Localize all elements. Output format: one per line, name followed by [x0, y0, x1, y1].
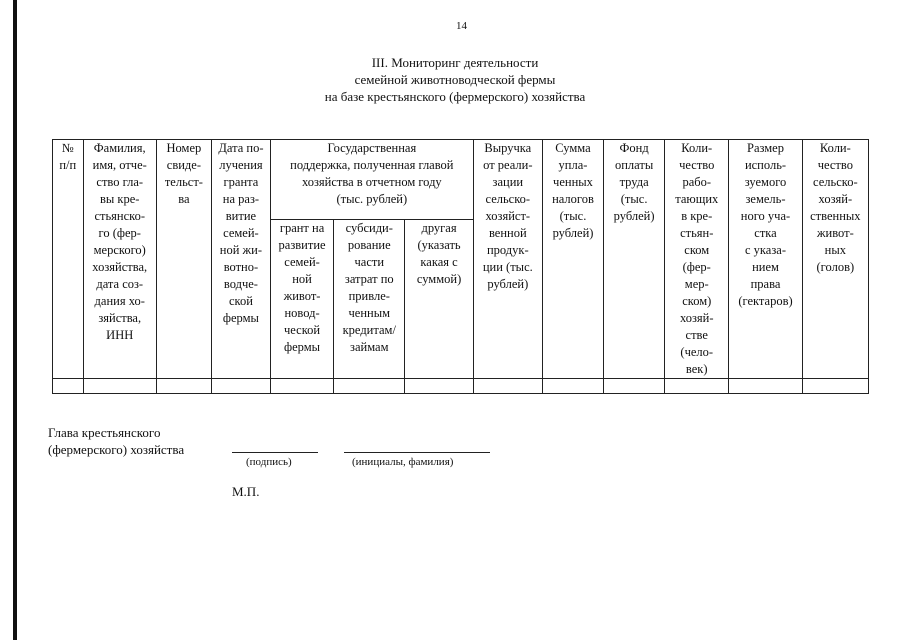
table-cell[interactable] [270, 379, 333, 394]
title-line-1: III. Мониторинг деятельности [371, 55, 539, 70]
page-edge-bar [13, 0, 17, 640]
page-title [260, 54, 650, 105]
table-cell[interactable] [729, 379, 802, 394]
table-cell[interactable] [334, 379, 405, 394]
table-cell[interactable] [473, 379, 542, 394]
header-grant-date: Дата по- лучения гранта на раз- витие семей- ной жи- вотно- водче- ской фермы [211, 140, 270, 379]
name-caption: (инициалы, фамилия) [352, 456, 454, 468]
header-animals: Коли- чество сельско- хозяй- ственных живот- ных (голов) [802, 140, 868, 379]
signature-label [48, 424, 184, 458]
signature-label-line-1: Глава крестьянского [48, 425, 161, 440]
table-row [53, 379, 869, 394]
table-cell[interactable] [211, 379, 270, 394]
header-state-support: Государственная поддержка, полученная главой хозяйства в отчетном году (тыс. рублей) [270, 140, 473, 220]
header-wage-fund: Фонд оплаты труда (тыс. рублей) [604, 140, 665, 379]
header-row-main [53, 140, 869, 220]
header-certificate: Номер свиде- тельст- ва [156, 140, 211, 379]
header-sub-other: другая (указать какая с суммой) [405, 220, 473, 379]
stamp-place: М.П. [232, 484, 260, 499]
header-sub-grant: грант на развитие семей- ной живот- новод- ческой фермы [270, 220, 333, 379]
header-sub-subsidy: субсиди- рование части затрат по привле- ченным кредитам/ займам [334, 220, 405, 379]
table-cell[interactable] [802, 379, 868, 394]
header-revenue: Выручка от реали- зации сельско- хозяйст- венной продук- ции (тыс. рублей) [473, 140, 542, 379]
table-cell[interactable] [405, 379, 473, 394]
table-cell[interactable] [53, 379, 84, 394]
header-taxes: Сумма упла- ченных налогов (тыс. рублей) [542, 140, 603, 379]
signature-caption: (подпись) [246, 456, 292, 468]
signature-line[interactable] [232, 452, 318, 453]
table-cell[interactable] [542, 379, 603, 394]
table-cell[interactable] [665, 379, 729, 394]
title-line-2: семейной животноводческой фермы [354, 72, 556, 87]
title-line-3: на базе крестьянского (фермерского) хозяйства [324, 89, 586, 104]
header-land-size: Размер исполь- зуемого земель- ного уча- стка с указа- нием права (гектаров) [729, 140, 802, 379]
header-num: № п/п [53, 140, 84, 379]
header-workers: Коли- чество рабо- тающих в кре- стьян- ском (фер- мер- ском) хозяй- стве (чело- век) [665, 140, 729, 379]
page-number: 14 [456, 20, 467, 32]
table-cell[interactable] [156, 379, 211, 394]
name-line[interactable] [344, 452, 490, 453]
monitoring-table [52, 139, 869, 394]
signature-label-line-2: (фермерского) хозяйства [48, 442, 185, 457]
header-name: Фамилия, имя, отче- ство гла- вы кре- стьянско- го (фер- мерского) хозяйства, дата соз- дания хо- зяйства, ИНН [83, 140, 156, 379]
table-cell[interactable] [83, 379, 156, 394]
table-cell[interactable] [604, 379, 665, 394]
